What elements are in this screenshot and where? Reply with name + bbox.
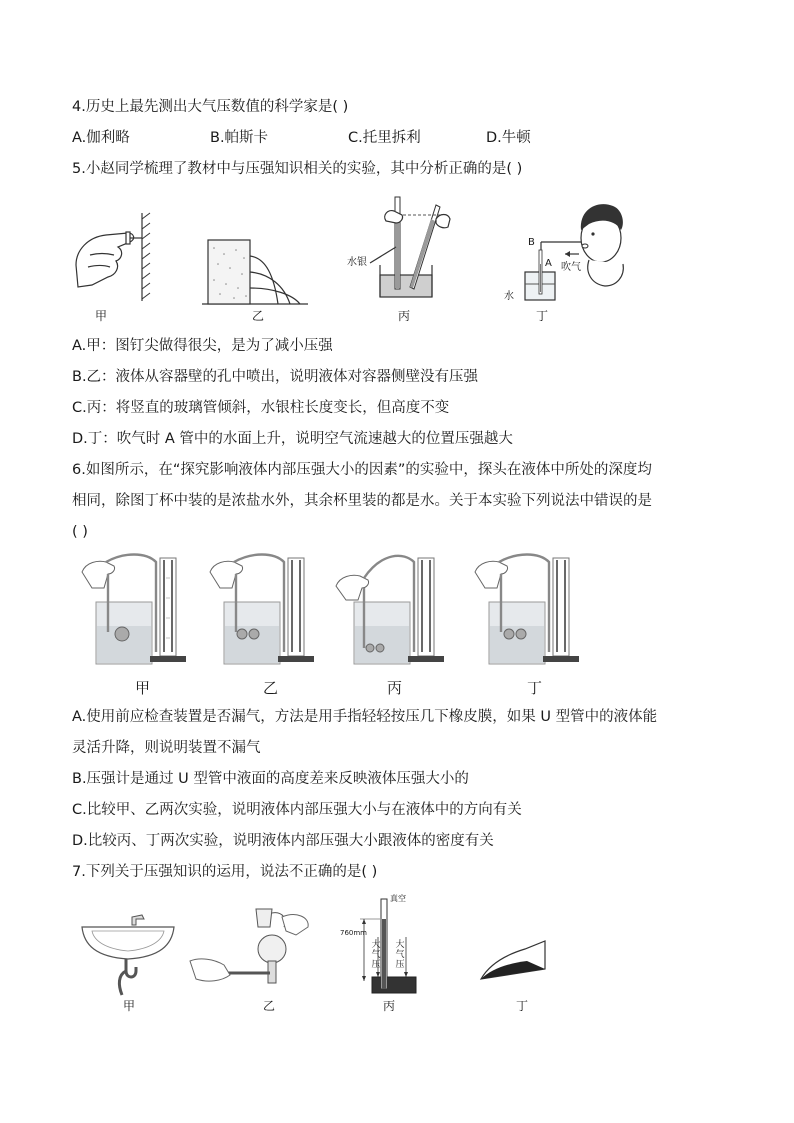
q5-option-c: C.丙：将竖直的玻璃管倾斜，水银柱长度变长，但高度不变 — [72, 400, 450, 416]
q7-figure-bing — [350, 893, 420, 999]
q7-figure-jia — [78, 905, 178, 997]
q6-caption-ding: 丁 — [527, 679, 543, 697]
q4-stem: 4.历史上最先测出大气压数值的科学家是( ) — [72, 99, 349, 115]
q5-stem: 5.小赵同学梳理了教材中与压强知识相关的实验，其中分析正确的是( ) — [72, 161, 523, 177]
q5-caption-ding: 丁 — [536, 309, 549, 323]
q7-figure-ding — [475, 935, 555, 985]
q6-option-b: B.压强计是通过 U 型管中液面的高度差来反映液体压强大小的 — [72, 771, 469, 787]
q5-option-b: B.乙：液体从容器壁的孔中喷出，说明液体对容器侧壁没有压强 — [72, 369, 479, 385]
q7-label-760mm: 760mm — [340, 929, 367, 937]
q5-caption-jia: 甲 — [95, 309, 108, 323]
q5-label-water: 水 — [504, 291, 514, 302]
q7-caption-jia: 甲 — [123, 999, 136, 1013]
q6-stem-line1: 6.如图所示，在“探究影响液体内部压强大小的因素”的实验中，探头在液体中所处的深度均 — [72, 462, 652, 478]
q6-option-a: A.使用前应检查装置是否漏气，方法是用手指轻轻按压几下橡皮膜，如果 U 型管中的液体能 — [72, 709, 658, 725]
q7-label-vacuum: 真空 — [390, 894, 406, 903]
q5-figure-jia — [70, 205, 160, 305]
q7-caption-ding: 丁 — [516, 999, 529, 1013]
q7-stem: 7.下列关于压强知识的运用，说法不正确的是( ) — [72, 864, 378, 880]
q5-label-mercury: 水银 — [347, 257, 367, 268]
q6-stem-line3: ( ) — [72, 524, 88, 540]
q7-label-atm-right: 大气压 — [395, 940, 405, 970]
q4-option-d: D.牛顿 — [486, 130, 531, 146]
q6-figure-jia — [72, 548, 190, 670]
q5-label-blow: 吹气 — [561, 262, 581, 273]
q6-option-c: C.比较甲、乙两次实验，说明液体内部压强大小与在液体中的方向有关 — [72, 802, 522, 818]
q6-caption-yi: 乙 — [263, 679, 279, 697]
q7-figure-yi — [186, 905, 326, 995]
q5-figure-ding — [505, 190, 630, 308]
q7-caption-bing: 丙 — [383, 999, 396, 1013]
q6-figure-bing — [330, 548, 448, 670]
q6-option-a-cont: 灵活升降，则说明装置不漏气 — [72, 740, 261, 756]
q5-figure-yi — [200, 228, 312, 308]
q6-option-d: D.比较丙、丁两次实验，说明液体内部压强大小跟液体的密度有关 — [72, 833, 494, 849]
q5-label-b: B — [528, 237, 535, 248]
q6-figure-ding — [465, 548, 583, 670]
q5-option-d: D.丁：吹气时 A 管中的水面上升，说明空气流速越大的位置压强越大 — [72, 431, 513, 447]
q4-option-c: C.托里拆利 — [348, 130, 421, 146]
q4-option-b: B.帕斯卡 — [210, 130, 269, 146]
q5-figure-bing — [340, 193, 460, 305]
q5-label-a: A — [545, 258, 552, 269]
q7-caption-yi: 乙 — [263, 999, 276, 1013]
q6-figure-yi — [200, 548, 318, 670]
q6-stem-line2: 相同，除图丁杯中装的是浓盐水外，其余杯里装的都是水。关于本实验下列说法中错误的是 — [72, 493, 652, 509]
q6-caption-bing: 丙 — [387, 679, 403, 697]
q5-caption-yi: 乙 — [252, 309, 265, 323]
q4-option-a: A.伽利略 — [72, 130, 130, 146]
q7-label-atm-left: 大气压 — [371, 940, 381, 970]
q5-caption-bing: 丙 — [398, 309, 411, 323]
q5-option-a: A.甲：图钉尖做得很尖，是为了减小压强 — [72, 338, 333, 354]
q6-caption-jia: 甲 — [135, 679, 151, 697]
